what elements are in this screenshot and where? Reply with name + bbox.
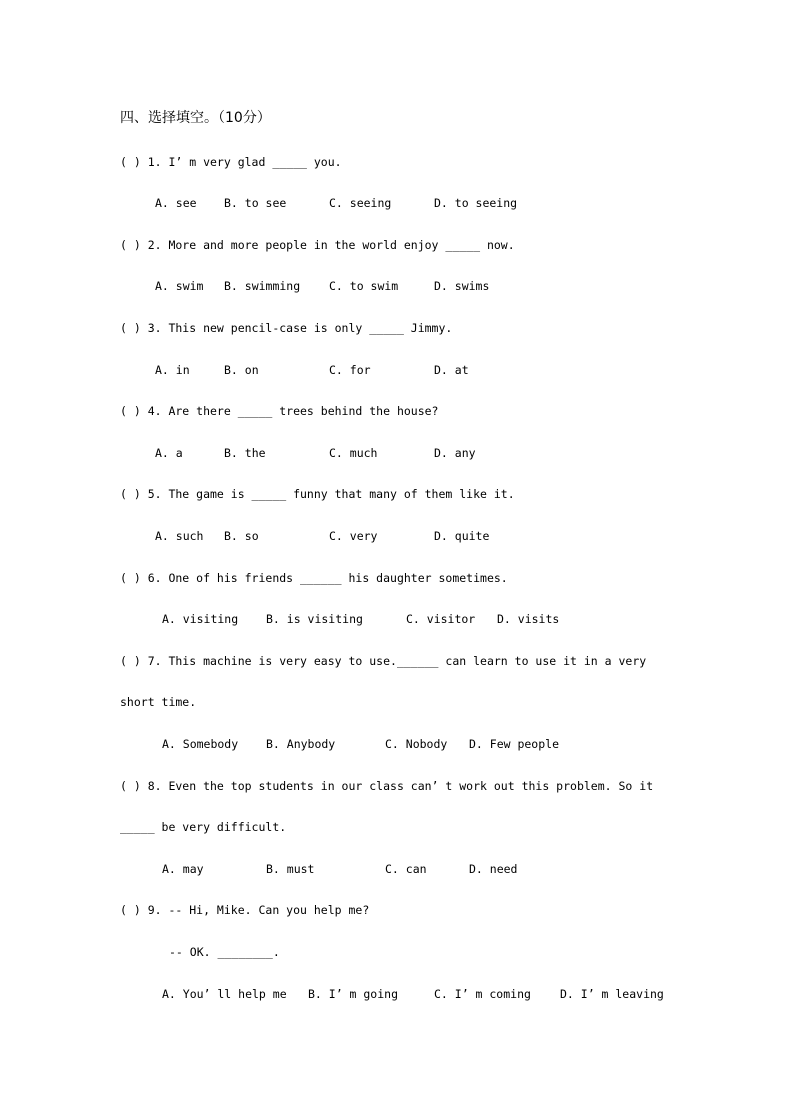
q6-option-a: A. visiting [162,612,239,626]
question-8-continued: _____ be very difficult. [120,820,287,834]
q3-option-b: B. on [224,363,259,377]
q8-option-c: C. can [385,862,427,876]
q7-option-b: B. Anybody [266,737,336,751]
question-1: ( ) 1. I’ m very glad _____ you. [120,155,342,169]
question-5: ( ) 5. The game is _____ funny that many of them like it. [120,487,515,501]
q5-option-a: A. such [155,529,204,543]
q4-option-d: D. any [434,446,476,460]
question-2: ( ) 2. More and more people in the world enjoy _____ now. [120,238,515,252]
q8-option-d: D. need [469,862,518,876]
q6-option-b: B. is visiting [266,612,363,626]
q1-option-d: D. to seeing [434,196,518,210]
section-title: 四、选择填空。（10分） [120,110,271,126]
question-7-continued: short time. [120,695,197,709]
q4-option-b: B. the [224,446,266,460]
q6-option-c: C. visitor [406,612,476,626]
question-9: ( ) 9. -- Hi, Mike. Can you help me? [120,903,370,917]
q8-option-a: A. may [162,862,204,876]
q3-option-c: C. for [329,363,371,377]
q9-option-d: D. I’ m leaving [560,987,664,1001]
q8-option-b: B. must [266,862,315,876]
q1-option-a: A. see [155,196,197,210]
q7-option-a: A. Somebody [162,737,239,751]
question-9-reply: -- OK. ________. [169,945,280,959]
q3-option-d: D. at [434,363,469,377]
q4-option-c: C. much [329,446,378,460]
q5-option-c: C. very [329,529,378,543]
q9-option-c: C. I’ m coming [434,987,531,1001]
q2-option-b: B. swimming [224,279,301,293]
q1-option-c: C. seeing [329,196,392,210]
q2-option-d: D. swims [434,279,490,293]
q6-option-d: D. visits [497,612,560,626]
q5-option-d: D. quite [434,529,490,543]
q1-option-b: B. to see [224,196,287,210]
q2-option-c: C. to swim [329,279,399,293]
question-3: ( ) 3. This new pencil-case is only _____ Jimmy. [120,321,453,335]
q5-option-b: B. so [224,529,259,543]
q7-option-d: D. Few people [469,737,560,751]
q7-option-c: C. Nobody [385,737,448,751]
q9-option-b: B. I’ m going [308,987,399,1001]
q3-option-a: A. in [155,363,190,377]
q2-option-a: A. swim [155,279,204,293]
question-6: ( ) 6. One of his friends ______ his daughter sometimes. [120,571,508,585]
q9-option-a: A. You’ ll help me [162,987,287,1001]
question-4: ( ) 4. Are there _____ trees behind the house? [120,404,439,418]
question-7: ( ) 7. This machine is very easy to use.______ can learn to use it in a very [120,654,647,668]
question-8: ( ) 8. Even the top students in our class can’ t work out this problem. So it [120,779,654,793]
q4-option-a: A. a [155,446,183,460]
